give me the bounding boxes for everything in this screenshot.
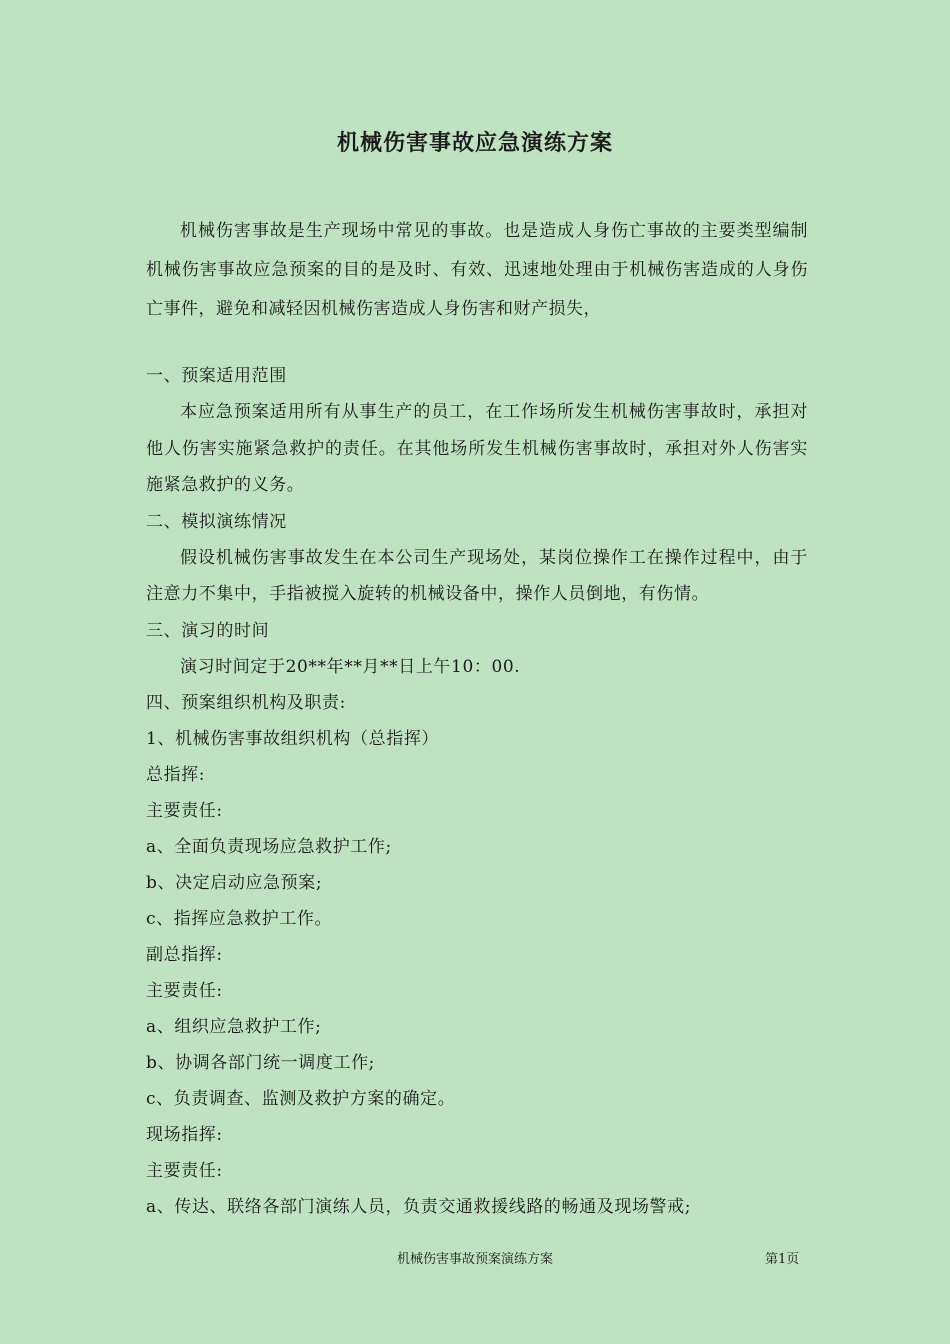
deputy-responsibility-label: 主要责任:: [146, 980, 223, 1001]
chief-commander-label: 总指挥:: [146, 764, 206, 785]
section-heading-simulation: 二、模拟演练情况: [146, 511, 287, 532]
footer-page-number: 第1页: [765, 1252, 800, 1267]
document-title: 机械伤害事故应急演练方案: [336, 130, 613, 156]
site-commander-label: 现场指挥:: [146, 1124, 223, 1145]
chief-duty-c: c、指挥应急救护工作。: [146, 908, 333, 929]
section-heading-organization: 四、预案组织机构及职责:: [146, 692, 346, 713]
scope-paragraph: 本应急预案适用所有从事生产的员工，在工作场所发生机械伤害事故时，承担对他人伤害实施紧急救护的责任。在其他场所发生机械伤害事故时，承担对外人伤害实施紧急救护的义务。: [146, 402, 808, 495]
chief-responsibility-label: 主要责任:: [146, 800, 223, 821]
deputy-commander-label: 副总指挥:: [146, 944, 223, 965]
site-duty-a: a、传达、联络各部门演练人员，负责交通救援线路的畅通及现场警戒;: [146, 1196, 692, 1217]
site-responsibility-label: 主要责任:: [146, 1160, 223, 1181]
deputy-duty-b: b、协调各部门统一调度工作;: [146, 1052, 376, 1073]
deputy-duty-c: c、负责调查、监测及救护方案的确定。: [146, 1088, 456, 1109]
footer-document-name: 机械伤害事故预案演练方案: [396, 1252, 553, 1267]
chief-duty-b: b、决定启动应急预案;: [146, 872, 323, 893]
section-heading-scope: 一、预案适用范围: [146, 366, 287, 386]
intro-paragraph: 机械伤害事故是生产现场中常见的事故。也是造成人身伤亡事故的主要类型编制机械伤害事故应急预案的目的是及时、有效、迅速地处理由于机械伤害造成的人身伤亡事件，避免和减轻因机械伤害造成人身伤害和财产损失，: [146, 221, 808, 319]
document-body: [146, 358, 808, 1225]
time-paragraph: 演习时间定于20**年**月**日上午10：00.: [180, 656, 521, 677]
chief-duty-a: a、全面负责现场应急救护工作;: [146, 836, 392, 857]
subsection-heading-structure: 1、机械伤害事故组织机构（总指挥）: [146, 728, 440, 749]
deputy-duty-a: a、组织应急救护工作;: [146, 1016, 322, 1037]
simulation-paragraph: 假设机械伤害事故发生在本公司生产现场处，某岗位操作工在操作过程中，由于注意力不集中，手指被搅入旋转的机械设备中，操作人员倒地，有伤情。: [146, 547, 808, 604]
section-heading-time: 三、演习的时间: [146, 620, 270, 641]
